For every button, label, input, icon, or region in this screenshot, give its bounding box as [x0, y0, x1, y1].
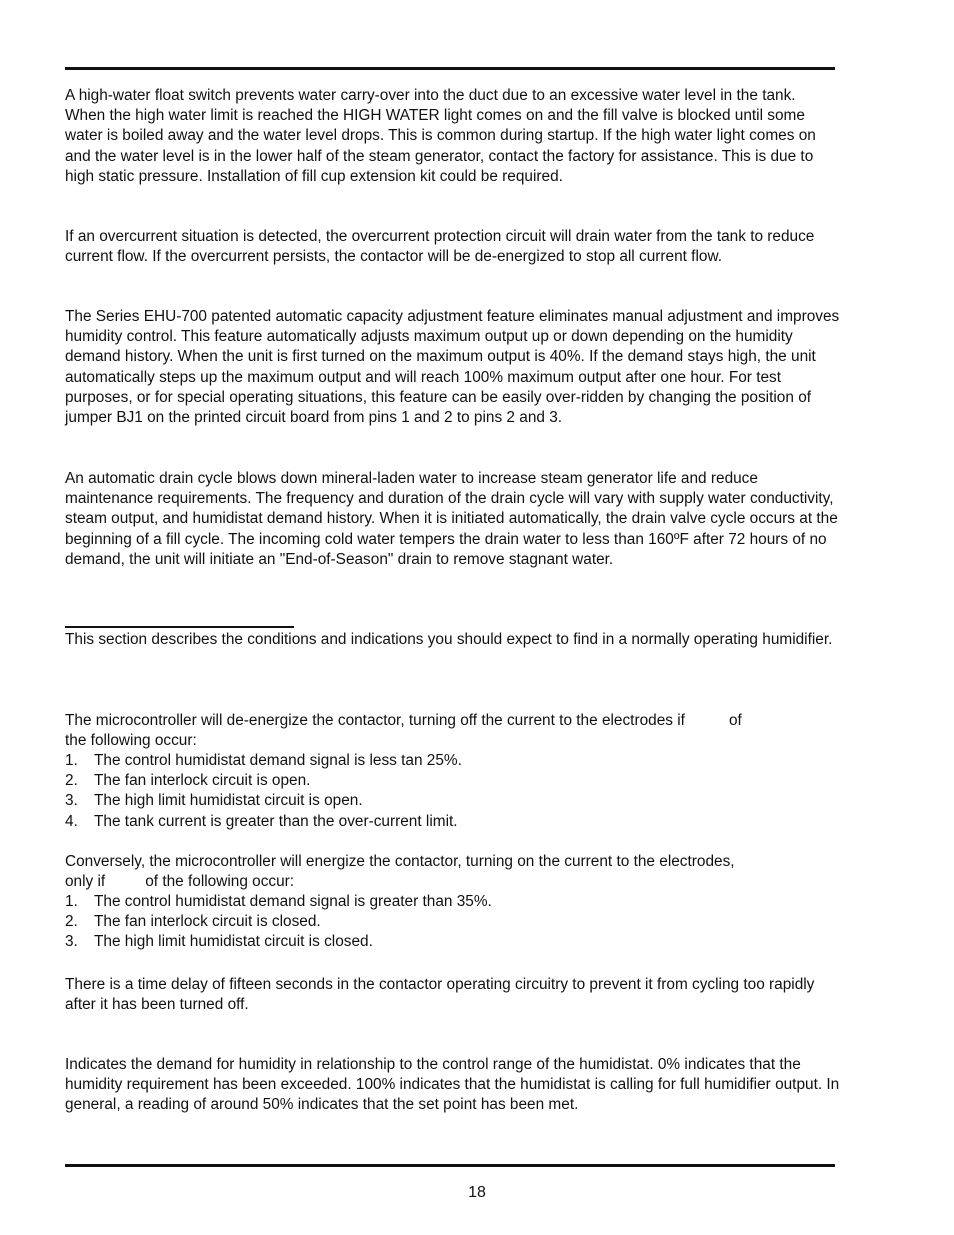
list-item	[65, 912, 840, 932]
list-item	[65, 812, 840, 832]
list-item	[65, 791, 840, 811]
paragraph-section-intro: This section describes the conditions and indications you should expect to find in a normally operating humidifier.	[65, 631, 833, 648]
energize-intro-text: Conversely, the microcontroller will energize the contactor, turning on the current to the electrodes,	[65, 853, 735, 870]
top-rule	[65, 67, 835, 70]
deenergize-conditions-list	[65, 751, 840, 832]
deenergize-intro-end: the following occur:	[65, 732, 197, 750]
list-item	[65, 932, 840, 952]
paragraph-demand-indication: Indicates the demand for humidity in relationship to the control range of the humidistat. 0% indicates that the humidity requirement has been exceeded. 100% indicates that the humidistat is calling for full humidifier output. In general, a reading of around 50% indicates that the set point has been met.	[65, 1056, 840, 1114]
section-heading-rule	[65, 626, 294, 628]
list-item	[65, 771, 840, 791]
list-item-number: 2.	[65, 913, 78, 931]
paragraph-time-delay: There is a time delay of fifteen seconds in the contactor operating circuitry to prevent it from cycling too rapidly after it has been turned off.	[65, 976, 815, 1014]
deenergize-intro-of: of	[728, 712, 742, 729]
list-item-text: The control humidistat demand signal is less tan 25%.	[94, 752, 462, 769]
energize-intro-only-if: only if	[65, 873, 106, 891]
list-item-text: The high limit humidistat circuit is open.	[94, 792, 363, 810]
list-item-text: The control humidistat demand signal is greater than 35%.	[94, 893, 492, 910]
list-item	[65, 892, 840, 912]
list-item-text: The fan interlock circuit is open.	[94, 772, 311, 790]
list-item-text: The tank current is greater than the over-current limit.	[94, 812, 458, 830]
paragraph-high-water: A high-water float switch prevents water carry-over into the duct due to an excessive water level in the tank. When the high water limit is reached the HIGH WATER light comes on and the fill valve is blocked until some water is boiled away and the water level drops. This is common during startup. If the high water light comes on and the water level is in the lower half of the steam generator, contact the factory for assistance. This is due to high static pressure. Installation of fill cup extension kit could be required.	[65, 87, 816, 185]
list-item-number: 3.	[65, 933, 78, 951]
energize-conditions-list	[65, 892, 840, 953]
bottom-rule	[65, 1164, 835, 1167]
list-item	[65, 751, 840, 771]
list-item-text: The fan interlock circuit is closed.	[94, 913, 321, 931]
paragraph-deenergize-intro	[65, 711, 840, 751]
paragraph-drain-cycle: An automatic drain cycle blows down mineral-laden water to increase steam generator life and reduce maintenance requirements. The frequency and duration of the drain cycle will vary with supply water conductivity, steam output, and humidistat demand history. When it is initiated automatically, the drain valve cycle occurs at the beginning of a fill cycle. The incoming cold water tempers the drain water to less than 160ºF after 72 hours of no demand, the unit will initiate an "End-of-Season" drain to remove stagnant water.	[65, 470, 838, 568]
paragraph-energize-intro	[65, 852, 840, 892]
paragraph-capacity-adjustment: The Series EHU-700 patented automatic capacity adjustment feature eliminates manual adjustment and improves humidity control. This feature automatically adjusts maximum output up or down depending on the humidity demand history. When the unit is first turned on the maximum output is 40%. If the demand stays high, the unit automatically steps up the maximum output and will reach 100% maximum output after one hour. For test purposes, or for special operating situations, this feature can be easily over-ridden by changing the position of jumper BJ1 on the printed circuit board from pins 1 and 2 to pins 2 and 3.	[65, 308, 840, 427]
list-item-number: 1.	[65, 752, 78, 769]
deenergize-intro-text: The microcontroller will de-energize the contactor, turning off the current to the electrodes if	[65, 712, 685, 729]
list-item-number: 1.	[65, 893, 78, 910]
list-item-number: 2.	[65, 772, 78, 790]
list-item-number: 3.	[65, 792, 78, 810]
energize-intro-end: of the following occur:	[145, 873, 295, 891]
list-item-number: 4.	[65, 812, 78, 830]
page-number: 18	[468, 1184, 486, 1201]
paragraph-overcurrent: If an overcurrent situation is detected, the overcurrent protection circuit will drain water from the tank to reduce current flow. If the overcurrent persists, the contactor will be de-energized to stop all current flow.	[65, 228, 815, 266]
list-item-text: The high limit humidistat circuit is closed.	[94, 933, 373, 951]
